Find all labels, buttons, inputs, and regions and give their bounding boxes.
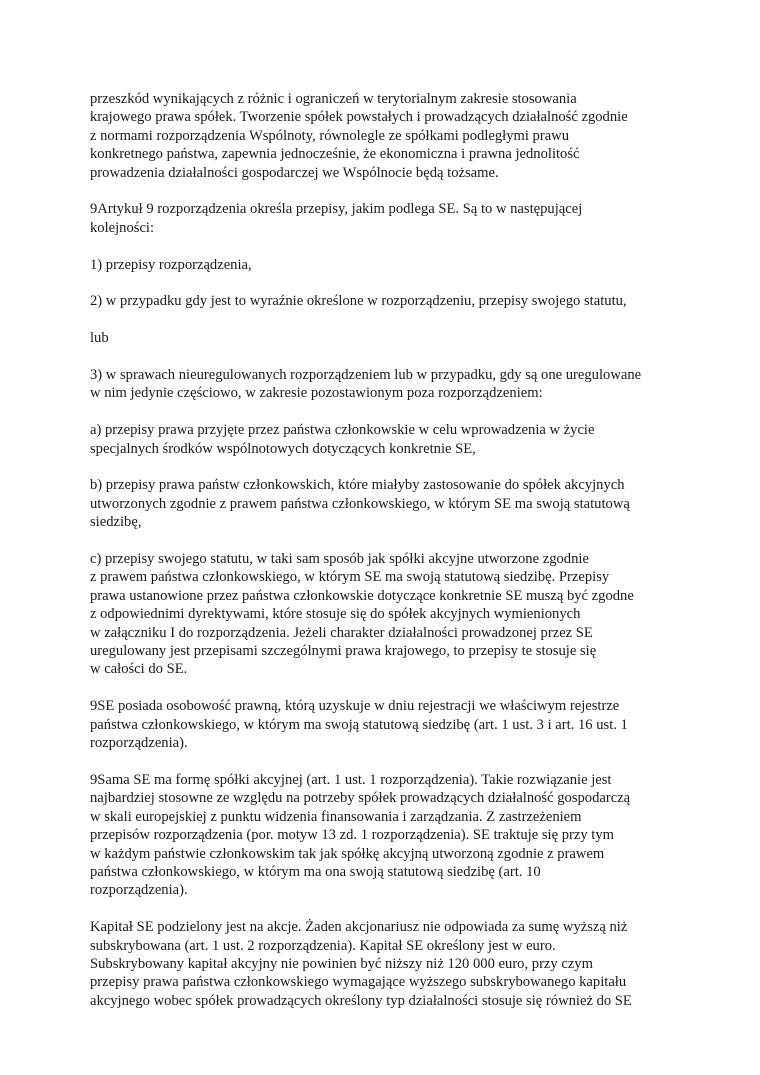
text-line: uregulowany jest przepisami szczególnymi prawa krajowego, to przepisy te stosuje się (90, 643, 597, 660)
text-line: w załączniku I do rozporządzenia. Jeżeli charakter działalności prowadzonej przez SE (90, 624, 593, 641)
text-line: 3) w sprawach nieuregulowanych rozporządzeniem lub w przypadku, gdy są one uregulowane (90, 367, 642, 384)
text-line: 9Sama SE ma formę spółki akcyjnej (art. 1 ust. 1 rozporządzenia). Takie rozwiązanie jest (90, 771, 612, 788)
text-line: przepisy prawa państwa członkowskiego wymagające wyższego subskrybowanego kapitału (90, 974, 627, 991)
text-line: rozporządzenia). (90, 882, 188, 899)
text-line: c) przepisy swojego statutu, w taki sam sposób jak spółki akcyjne utworzone zgodnie (90, 551, 589, 568)
text-line: Subskrybowany kapitał akcyjny nie powinien być niższy niż 120 000 euro, przy czym (90, 955, 593, 972)
text-line: utworzonych zgodnie z prawem państwa członkowskiego, w którym SE ma swoją statutową (90, 495, 630, 512)
text-line: państwa członkowskiego, w którym ma swoją statutową siedzibę (art. 1 ust. 3 i art. 16 ust. 1 (90, 716, 628, 733)
paragraph (90, 421, 680, 458)
text-line: w całości do SE. (90, 661, 188, 678)
document-body (90, 90, 680, 1029)
text-line: 9Artykuł 9 rozporządzenia określa przepisy, jakim podlega SE. Są to w następującej (90, 201, 583, 218)
text-line: z normami rozporządzenia Wspólnoty, równolegle ze spółkami podległymi prawu (90, 127, 570, 144)
paragraph (90, 200, 680, 237)
text-line: specjalnych środków wspólnotowych dotyczących konkretnie SE, (90, 440, 476, 457)
text-line: b) przepisy prawa państw członkowskich, które miałyby zastosowanie do spółek akcyjnych (90, 477, 625, 494)
paragraph (90, 918, 680, 1010)
text-line: 9SE posiada osobowość prawną, którą uzyskuje w dniu rejestracji we właściwym rejestrze (90, 698, 620, 715)
paragraph (90, 366, 680, 403)
text-line: państwa członkowskiego, w którym ma ona swoją statutową siedzibę (art. 10 (90, 863, 541, 880)
text-line: w każdym państwie członkowskim tak jak spółkę akcyjną utworzoną zgodnie z prawem (90, 845, 605, 862)
paragraph (90, 329, 680, 347)
text-line: przepisów rozporządzenia (por. motyw 13 zd. 1 rozporządzenia). SE traktuje się przy tym (90, 827, 614, 844)
paragraph (90, 771, 680, 900)
paragraph (90, 476, 680, 531)
text-line: najbardziej stosowne ze względu na potrzeby spółek prowadzących działalność gospodarczą (90, 790, 631, 807)
paragraph (90, 550, 680, 679)
paragraph (90, 256, 680, 274)
text-line: konkretnego państwa, zapewnia jednocześnie, że ekonomiczna i prawna jednolitość (90, 146, 580, 163)
text-line: subskrybowana (art. 1 ust. 2 rozporządzenia). Kapitał SE określony jest w euro. (90, 937, 556, 954)
text-line: w skali europejskiej z punktu widzenia finansowania i zarządzania. Z zastrzeżeniem (90, 808, 582, 825)
text-line: krajowego prawa spółek. Tworzenie spółek powstałych i prowadzących działalność zgodnie (90, 109, 628, 126)
paragraph (90, 697, 680, 752)
text-line: 1) przepisy rozporządzenia, (90, 256, 252, 273)
text-line: 2) w przypadku gdy jest to wyraźnie określone w rozporządzeniu, przepisy swojego statutu, (90, 293, 627, 310)
text-line: prowadzenia działalności gospodarczej we Wspólnocie będą tożsame. (90, 164, 499, 181)
text-line: kolejności: (90, 219, 155, 236)
text-line: rozporządzenia). (90, 735, 188, 752)
text-line: akcyjnego wobec spółek prowadzących określony typ działalności stosuje się również do SE (90, 992, 632, 1009)
text-line: lub (90, 330, 109, 347)
text-line: z prawem państwa członkowskiego, w którym SE ma swoją statutową siedzibę. Przepisy (90, 569, 610, 586)
text-line: Kapitał SE podzielony jest na akcje. Żaden akcjonariusz nie odpowiada za sumę wyższą niż (90, 919, 628, 936)
text-line: a) przepisy prawa przyjęte przez państwa członkowskie w celu wprowadzenia w życie (90, 422, 595, 439)
text-line: z odpowiednimi dyrektywami, które stosuje się do spółek akcyjnych wymienionych (90, 606, 581, 623)
text-line: siedzibę, (90, 514, 142, 531)
paragraph (90, 292, 680, 310)
text-line: w nim jedynie częściowo, w zakresie pozostawionym poza rozporządzeniem: (90, 385, 543, 402)
text-line: prawa ustanowione przez państwa członkowskie dotyczące konkretnie SE muszą być zgodne (90, 587, 634, 604)
text-line: przeszkód wynikających z różnic i ograniczeń w terytorialnym zakresie stosowania (90, 91, 577, 107)
paragraph (90, 90, 680, 182)
